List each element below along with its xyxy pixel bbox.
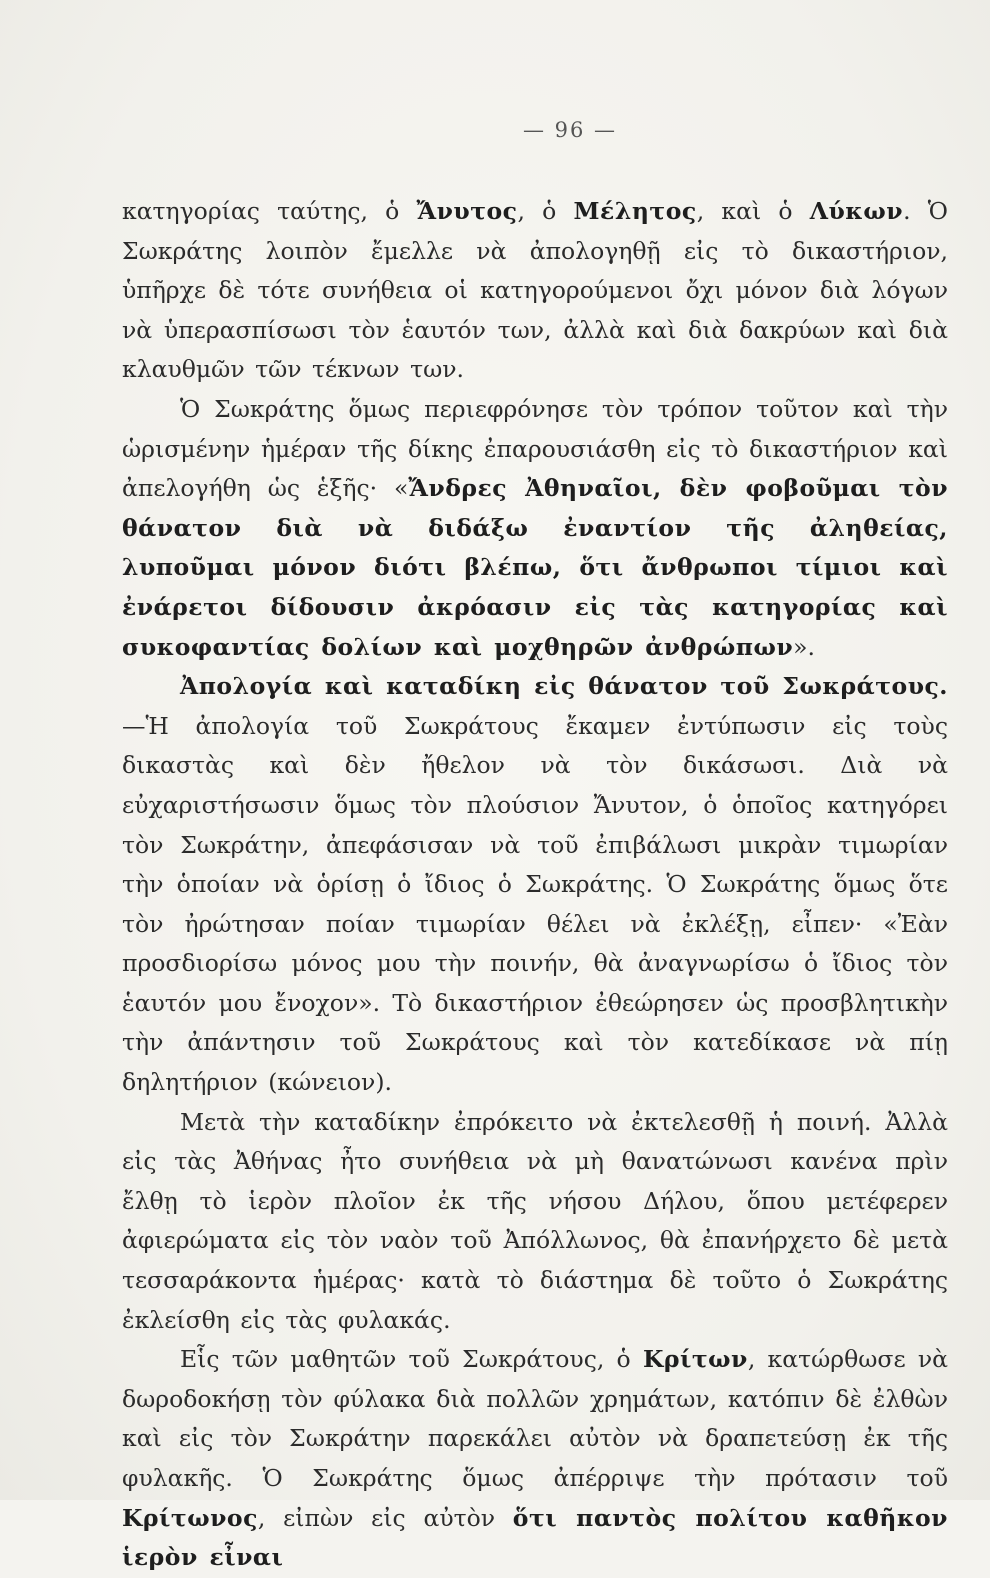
bold-text: ὅτι παντὸς πολίτου καθῆκον ἱερὸν εἶναι [122, 1503, 948, 1572]
page-number: — 96 — [522, 118, 618, 142]
text-segment: ». [793, 632, 816, 661]
bold-text: Ἄνδρες Ἀθηναῖοι, δὲν φοβοῦμαι τὸν θάνατον διὰ νὰ διδάξω ἐναντίον τῆς ἀληθείας, λυποῦμαι μόνον διότι βλέπω, ὅτι ἄνθρωποι τίμιοι καὶ ἐνάρετοι δίδουσιν ἀκρόασιν εἰς τὰς κατηγορίας καὶ συκοφαντίας δολίων καὶ μοχθηρῶν ἀνθρώπων [122, 474, 949, 661]
text-segment: , ὁ [517, 197, 574, 225]
text-segment: , καὶ ὁ [696, 197, 810, 225]
bold-text: Ἀπολογία καὶ καταδίκη εἰς θάνατον τοῦ Σωκράτους. [180, 672, 948, 701]
text-segment: Μετὰ τὴν καταδίκην ἐπρόκειτο νὰ ἐκτελεσθῇ ἡ ποινή. Ἀλλὰ εἰς τὰς Ἀθήνας ἦτο συνήθεια νὰ μὴ θανατώνωσι κανένα πρὶν ἔλθῃ τὸ ἱερὸν πλοῖον ἐκ τῆς νήσου Δήλου, ὅπου μετέφερεν ἀφιερώματα εἰς τὸν ναὸν τοῦ Ἀπόλλωνος, θὰ ἐπανήρχετο δὲ μετὰ τεσσαράκοντα ἡμέρας· κατὰ τὸ διάστημα δὲ τοῦτο ὁ Σωκράτης ἐκλείσθη εἰς τὰς φυλακάς. [122, 1107, 948, 1334]
paragraph-p1 [122, 192, 948, 390]
bold-text: Ἄνυτος [416, 197, 518, 225]
text-segment: κατηγορίας ταύτης, ὁ [122, 197, 417, 225]
paragraph-p2 [122, 390, 948, 667]
body-text [122, 192, 948, 1578]
text-segment: Ὁ Σωκράτης ὅμως περιεφρόνησε τὸν τρόπον τοῦτον καὶ τὴν ὡρισμένην ἡμέραν τῆς δίκης ἐπαρουσιάσθη εἰς τὸ δικαστήριον καὶ ἀπελογήθη ὡς ἑξῆς· « [122, 394, 948, 503]
bold-text: Λύκων [809, 197, 904, 225]
text-segment: , εἰπὼν εἰς αὐτὸν [257, 1503, 513, 1532]
paragraph-p5 [122, 1340, 948, 1578]
text-segment: Εἷς τῶν μαθητῶν τοῦ Σωκράτους, ὁ [180, 1345, 643, 1374]
paragraph-p3 [122, 667, 948, 1103]
bold-text: Μέλητος [573, 197, 697, 225]
bold-text: Κρίτωνος [122, 1503, 258, 1532]
text-segment: —Ἡ ἀπολογία τοῦ Σωκράτους ἔκαμεν ἐντύπωσιν εἰς τοὺς δικαστὰς καὶ δὲν ἤθελον νὰ τὸν δικάσωσι. Διὰ νὰ εὐχαριστήσωσιν ὅμως τὸν πλούσιον Ἄνυτον, ὁ ὁποῖος κατηγόρει τὸν Σωκράτην, ἀπεφάσισαν νὰ τοῦ ἐπιβάλωσι μικρὰν τιμωρίαν τὴν ὁποίαν νὰ ὁρίσῃ ὁ ἴδιος ὁ Σωκράτης. Ὁ Σωκράτης ὅμως ὅτε τὸν ἠρώτησαν ποίαν τιμωρίαν θέλει νὰ ἐκλέξῃ, εἶπεν· «Ἐὰν προσδιορίσω μόνος μου τὴν ποινήν, θὰ ἀναγνωρίσω ὁ ἴδιος τὸν ἑαυτόν μου ἔνοχον». Τὸ δικαστήριον ἐθεώρησεν ὡς προσβλητικὴν τὴν ἀπάντησιν τοῦ Σωκράτους καὶ τὸν κατεδίκασε νὰ πίῃ δηλητήριον (κώνειον). [122, 711, 948, 1097]
paragraph-p4 [122, 1103, 948, 1341]
text-segment: . Ὁ Σωκράτης λοιπὸν ἔμελλε νὰ ἀπολογηθῇ εἰς τὸ δικαστήριον, ὑπῆρχε δὲ τότε συνήθεια οἱ κατηγορούμενοι ὄχι μόνον διὰ λόγων νὰ ὑπερασπίσωσι τὸν ἑαυτόν των, ἀλλὰ καὶ διὰ δακρύων καὶ διὰ κλαυθμῶν τῶν τέκνων των. [122, 197, 948, 384]
bold-text: Κρίτων [642, 1345, 748, 1374]
text-segment: , κατώρθωσε νὰ δωροδοκήσῃ τὸν φύλακα διὰ πολλῶν χρημάτων, κατόπιν δὲ ἐλθὼν καὶ εἰς τὸν Σωκράτην παρεκάλει αὐτὸν νὰ δραπετεύσῃ ἐκ τῆς φυλακῆς. Ὁ Σωκράτης ὅμως ἀπέρριψε τὴν πρότασιν τοῦ [122, 1345, 948, 1492]
